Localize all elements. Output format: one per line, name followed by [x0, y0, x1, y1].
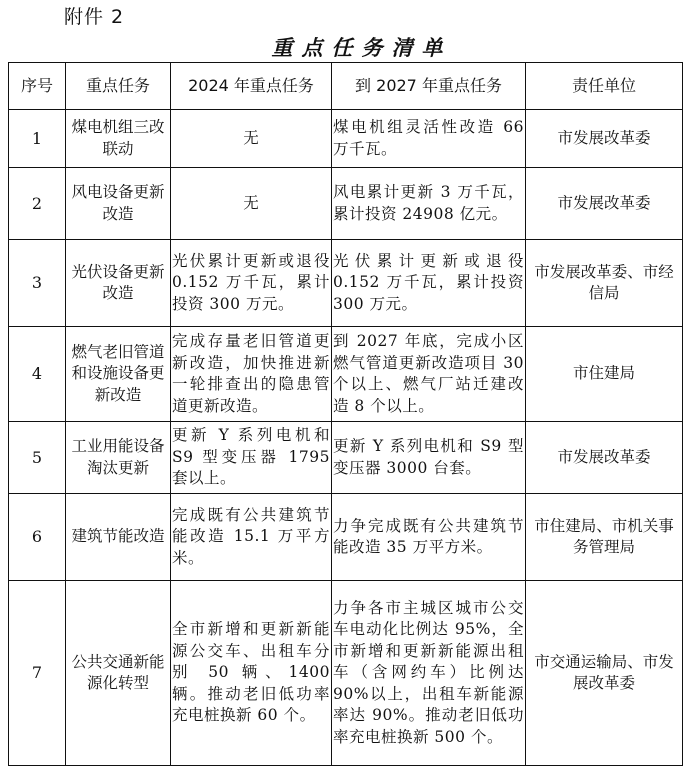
row-task-2024: 全市新增和更新新能源公交车、出租车分别 50 辆、1400 辆。推动老旧低功率充电桩换新 60 个。	[171, 581, 332, 766]
row-task: 公共交通新能源化转型	[66, 581, 171, 766]
row-task-2027: 煤电机组灵活性改造 66 万千瓦。	[332, 110, 526, 168]
table-row	[9, 168, 683, 240]
table-row	[9, 240, 683, 327]
row-unit: 市住建局	[526, 327, 683, 422]
row-task-2024: 无	[171, 110, 332, 168]
row-unit: 市发展改革委	[526, 110, 683, 168]
row-task-2024: 完成既有公共建筑节能改造 15.1 万平方米。	[171, 494, 332, 581]
row-task: 光伏设备更新改造	[66, 240, 171, 327]
table-row	[9, 327, 683, 422]
table-header-row	[9, 63, 683, 110]
row-unit: 市发展改革委、市经信局	[526, 240, 683, 327]
row-task-2024: 更新 Y 系列电机和 S9 型变压器 1795 套以上。	[171, 422, 332, 494]
row-no: 3	[9, 240, 66, 327]
header-task: 重点任务	[66, 63, 171, 110]
row-no: 6	[9, 494, 66, 581]
row-unit: 市交通运输局、市发展改革委	[526, 581, 683, 766]
row-task: 风电设备更新改造	[66, 168, 171, 240]
table-row	[9, 494, 683, 581]
row-task-2027: 力争各市主城区城市公交车电动化比例达 95%，全市新增和更新新能源出租车（含网约车）比例达 90%以上，出租车新能源率达 90%。推动老旧低功率充电桩换新 500 个。	[332, 581, 526, 766]
row-task-2027: 风电累计更新 3 万千瓦，累计投资 24908 亿元。	[332, 168, 526, 240]
document-title: 重点任务清单	[271, 35, 452, 60]
row-task-2024: 光伏累计更新或退役 0.152 万千瓦，累计投资 300 万元。	[171, 240, 332, 327]
row-no: 2	[9, 168, 66, 240]
row-unit: 市发展改革委	[526, 168, 683, 240]
row-task-2024: 无	[171, 168, 332, 240]
row-task: 工业用能设备淘汰更新	[66, 422, 171, 494]
row-no: 5	[9, 422, 66, 494]
row-no: 7	[9, 581, 66, 766]
row-task-2027: 力争完成既有公共建筑节能改造 35 万平方米。	[332, 494, 526, 581]
header-unit: 责任单位	[526, 63, 683, 110]
header-task-2027: 到 2027 年重点任务	[332, 63, 526, 110]
row-task-2027: 光伏累计更新或退役 0.152 万千瓦，累计投资 300 万元。	[332, 240, 526, 327]
header-no: 序号	[9, 63, 66, 110]
row-task-2027: 更新 Y 系列电机和 S9 型变压器 3000 台套。	[332, 422, 526, 494]
table-row	[9, 581, 683, 766]
row-unit: 市住建局、市机关事务管理局	[526, 494, 683, 581]
row-task: 建筑节能改造	[66, 494, 171, 581]
row-no: 4	[9, 327, 66, 422]
table-row	[9, 422, 683, 494]
row-task: 燃气老旧管道和设施设备更新改造	[66, 327, 171, 422]
row-task: 煤电机组三改联动	[66, 110, 171, 168]
attachment-label: 附件 2	[64, 6, 125, 28]
key-tasks-table	[8, 62, 683, 766]
header-task-2024: 2024 年重点任务	[171, 63, 332, 110]
row-unit: 市发展改革委	[526, 422, 683, 494]
table-row	[9, 110, 683, 168]
row-no: 1	[9, 110, 66, 168]
row-task-2024: 完成存量老旧管道更新改造，加快推进新一轮排查出的隐患管道更新改造。	[171, 327, 332, 422]
row-task-2027: 到 2027 年底，完成小区燃气管道更新改造项目 30 个以上、燃气厂站迁建改造 8 个以上。	[332, 327, 526, 422]
